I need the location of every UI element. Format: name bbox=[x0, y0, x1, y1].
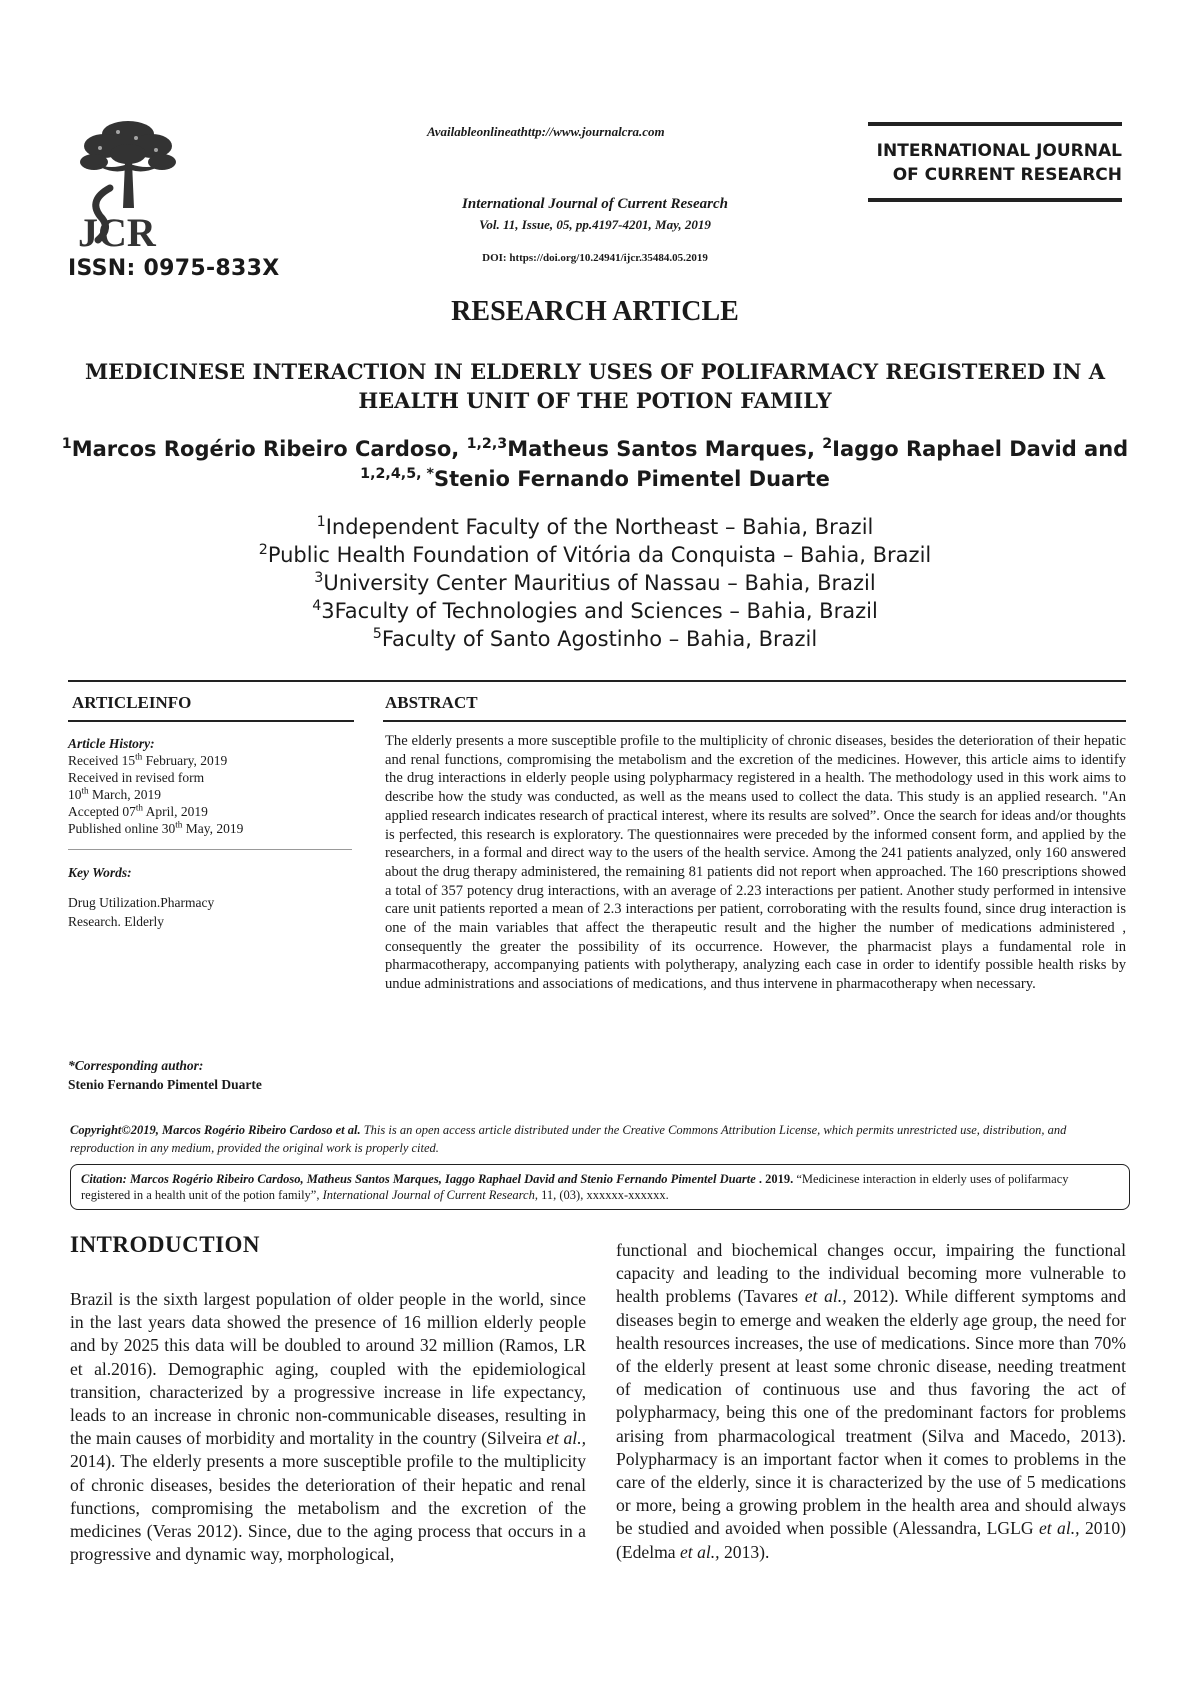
body-column-left bbox=[70, 1288, 586, 1566]
citation-authors: Citation: Marcos Rogério Ribeiro Cardoso, Matheus Santos Marques, Iaggo Raphael David and Stenio Fernando Pimentel Duarte bbox=[81, 1172, 756, 1186]
affiliation-sup: 2 bbox=[258, 542, 268, 558]
affiliation-text: Public Health Foundation of Vitória da Conquista – Bahia, Brazil bbox=[267, 543, 932, 567]
article-info-rule bbox=[68, 720, 354, 722]
author-3 bbox=[822, 437, 1128, 461]
body-text: functional and biochemical changes occur, impairing the functional capacity and leading to the individual becoming more vulnerable to health problems (Tavares bbox=[616, 1240, 1126, 1307]
body-text: 2014). The elderly presents a more susceptible profile to the multiplicity of chronic diseases, besides the deterioration of their hepatic and renal functions, compromising the metabolism and the excretion of the medicines (Veras 2012). Since, due to the aging process that occurs in a progressive and dynamic way, morphological, bbox=[70, 1451, 586, 1565]
history-line bbox=[68, 820, 358, 837]
abstract-heading: ABSTRACT bbox=[385, 693, 478, 712]
author-sup: 1,2,4,5, * bbox=[360, 466, 434, 482]
logo-letters: JCR bbox=[78, 210, 156, 250]
info-divider bbox=[68, 849, 352, 850]
author-name: Marcos Rogério Ribeiro Cardoso bbox=[71, 437, 452, 461]
author-1 bbox=[62, 437, 467, 461]
affiliation-text: 3Faculty of Technologies and Sciences – Bahia, Brazil bbox=[321, 599, 878, 623]
journal-name-box bbox=[868, 122, 1122, 202]
body-italic: et al., bbox=[546, 1428, 586, 1449]
history-text: Received in revised form bbox=[68, 770, 205, 785]
citation-tail: , 11, (03), xxxxxx-xxxxxx. bbox=[534, 1188, 669, 1202]
journal-box-line-1: INTERNATIONAL JOURNAL bbox=[876, 141, 1122, 161]
author-sup: 1 bbox=[61, 436, 72, 452]
article-type-heading: RESEARCH ARTICLE bbox=[451, 296, 739, 327]
introduction-heading: INTRODUCTION bbox=[70, 1232, 261, 1257]
body-italic: et al., bbox=[1038, 1518, 1080, 1539]
body-text: 2010) (Edelma bbox=[616, 1518, 1126, 1562]
citation-title: “Medicinese interaction in elderly uses of polifarmacy registered in a health unit of the potion family”, bbox=[81, 1172, 1069, 1202]
author-separator: , bbox=[451, 437, 467, 461]
copyright-notice bbox=[70, 1121, 1128, 1157]
affiliation-5 bbox=[100, 625, 1090, 653]
author-separator: and bbox=[1076, 437, 1129, 461]
history-line bbox=[68, 803, 358, 820]
citation-journal: International Journal of Current Research bbox=[322, 1188, 535, 1202]
journal-name: International Journal of Current Research bbox=[462, 196, 728, 212]
abstract-rule bbox=[383, 720, 1126, 722]
journal-box-line-2: OF CURRENT RESEARCH bbox=[892, 165, 1122, 185]
history-sup: th bbox=[135, 751, 143, 762]
paper-title: MEDICINESE INTERACTION IN ELDERLY USES OF POLIFARMACY REGISTERED IN A HEALTH UNIT OF THE POTION FAMILY bbox=[84, 359, 1106, 413]
journal-volume-info: Vol. 11, Issue, 05, pp.4197-4201, May, 2019 bbox=[479, 217, 711, 232]
body-italic: et al., bbox=[680, 1541, 720, 1562]
body-text: Brazil is the sixth largest population of older people in the world, since in the last years data showed the presence of 16 million elderly people and by 2025 this data will be doubled to around 32 million (Ramos, LR et al.2016). Demographic aging, coupled with the epidemiological transition, characterized by a progressive increase in life expectancy, leads to an increase in chronic non-communicable diseases, resulting in the main causes of morbidity and mortality in the country (Silveira bbox=[70, 1289, 586, 1449]
affiliation-2 bbox=[100, 541, 1090, 569]
tree-jcr-logo-icon bbox=[70, 112, 188, 250]
keywords-label: Key Words: bbox=[68, 865, 132, 880]
affiliation-text: Independent Faculty of the Northeast – Bahia, Brazil bbox=[325, 515, 874, 539]
author-name: Stenio Fernando Pimentel Duarte bbox=[433, 467, 830, 491]
section-divider bbox=[68, 680, 1126, 682]
journal-logo bbox=[70, 112, 188, 250]
doi-link[interactable]: DOI: https://doi.org/10.24941/ijcr.35484.05.2019 bbox=[482, 252, 708, 264]
issn-label: ISSN: 0975-833X bbox=[68, 256, 280, 281]
history-text: Received 15 bbox=[68, 753, 136, 768]
keywords-text: Drug Utilization.Pharmacy Research. Elderly bbox=[68, 895, 215, 929]
copyright-holder: Copyright©2019, Marcos Rogério Ribeiro Cardoso et al. bbox=[70, 1123, 361, 1137]
history-sup: th bbox=[175, 819, 183, 830]
available-online-url[interactable]: Availableonlineathttp://www.journalcra.com bbox=[427, 124, 665, 139]
history-text: March, 2019 bbox=[88, 787, 161, 802]
affiliation-3 bbox=[100, 569, 1090, 597]
affiliation-1 bbox=[100, 513, 1090, 541]
corresponding-label: *Corresponding author: bbox=[68, 1058, 204, 1073]
article-history-label: Article History: bbox=[68, 736, 155, 751]
history-line bbox=[68, 786, 358, 803]
history-line bbox=[68, 752, 358, 769]
affiliation-sup: 4 bbox=[312, 598, 322, 614]
article-info-heading: ARTICLEINFO bbox=[72, 693, 192, 712]
body-text: 2012). While different symptoms and diseases begin to emerge and weaken the elderly age group, the need for health resources increases, the use of medications. Since more than 70% of the elderly present at least some chronic disease, needing treatment of medication of continuous use and thus favoring the act of polypharmacy, being this one of the predominant factors for problems arising from pharmacological treatment (Silva and Macedo, 2013). Polypharmacy is an important factor when it comes to problems in the care of the elderly, since it is characterized by the use of 5 medications or more, being a growing problem in the health area and should always be studied and avoided when possible (Alessandra, LGLG bbox=[616, 1286, 1126, 1539]
author-sup: 2 bbox=[822, 436, 833, 452]
affiliation-text: University Center Mauritius of Nassau – Bahia, Brazil bbox=[323, 571, 876, 595]
affiliation-sup: 1 bbox=[316, 514, 326, 530]
author-separator: , bbox=[806, 437, 823, 461]
corresponding-author bbox=[68, 1056, 358, 1094]
abstract-text: The elderly presents a more susceptible profile to the multiplicity of chronic diseases, besides the deterioration of their hepatic and renal functions, compromising the metabolism and the excretion of the medicines. However, this article aims to identify the drug interactions in elderly people using polypharmacy registered in a health. The methodology used in this work aims to describe how the study was conducted, as well as the means used to collect the data. This study is an applied research. "An applied research indicates research of practical interest, where its results are solved”. Once the search for ideas and/or thoughts is perfected, this research is exploratory. The questionnaires were preceded by the informed consent form, and applied by the researchers, in a formal and direct way to the users of the health service. Among the 241 patients analyzed, only 160 answered about the drug therapy administered, the remaining 81 patients did not report when approached. The 160 prescriptions showed a total of 357 potency drug interactions, with an average of 2.23 interactions per patient. Another study performed in intensive care unit patients reported a mean of 2.3 interactions per patient, corroborating with the results found, since drug interaction is one of the main variables that affect the therapeutic result and the higher the number of medications administered , consequently the greater the possibility of its occurrence. However, the pharmacist plays a fundamental role in pharmacotherapy, accompanying patients with polytherapy, analyzing each case in order to identify possible health risks by undue administrations and associations of medications, and thus intervene in pharmacotherapy when necessary. bbox=[385, 733, 1126, 993]
affiliation-sup: 5 bbox=[372, 626, 382, 642]
body-text: 2013). bbox=[719, 1541, 770, 1562]
history-line bbox=[68, 769, 358, 786]
affiliation-list bbox=[100, 513, 1090, 653]
affiliation-text: Faculty of Santo Agostinho – Bahia, Brazil bbox=[381, 627, 818, 651]
citation-box bbox=[70, 1164, 1130, 1210]
affiliation-sup: 3 bbox=[314, 570, 324, 586]
history-text: May, 2019 bbox=[182, 821, 244, 836]
copyright-text: This is an open access article distributed under the Creative Commons Attribution License, which permits unrestricted use, distribution, and reproduction in any medium, provided the original work is properly cited. bbox=[70, 1123, 1067, 1155]
author-list bbox=[60, 434, 1130, 494]
history-text: Accepted 07 bbox=[68, 804, 136, 819]
body-column-right bbox=[616, 1239, 1126, 1564]
history-text: February, 2019 bbox=[142, 753, 228, 768]
history-sup: th bbox=[81, 785, 89, 796]
author-4 bbox=[360, 467, 830, 491]
affiliation-4 bbox=[100, 597, 1090, 625]
history-text: April, 2019 bbox=[142, 804, 208, 819]
citation-year: . 2019. bbox=[755, 1172, 794, 1186]
history-sup: th bbox=[135, 802, 143, 813]
author-2 bbox=[467, 437, 823, 461]
author-name: Iaggo Raphael David bbox=[832, 437, 1077, 461]
article-info-panel bbox=[68, 735, 358, 931]
history-text: 10 bbox=[68, 787, 82, 802]
body-italic: et al., bbox=[804, 1286, 847, 1307]
author-name: Matheus Santos Marques bbox=[507, 437, 807, 461]
corresponding-name: Stenio Fernando Pimentel Duarte bbox=[68, 1077, 262, 1092]
history-text: Published online 30 bbox=[68, 821, 176, 836]
author-sup: 1,2,3 bbox=[466, 436, 508, 452]
